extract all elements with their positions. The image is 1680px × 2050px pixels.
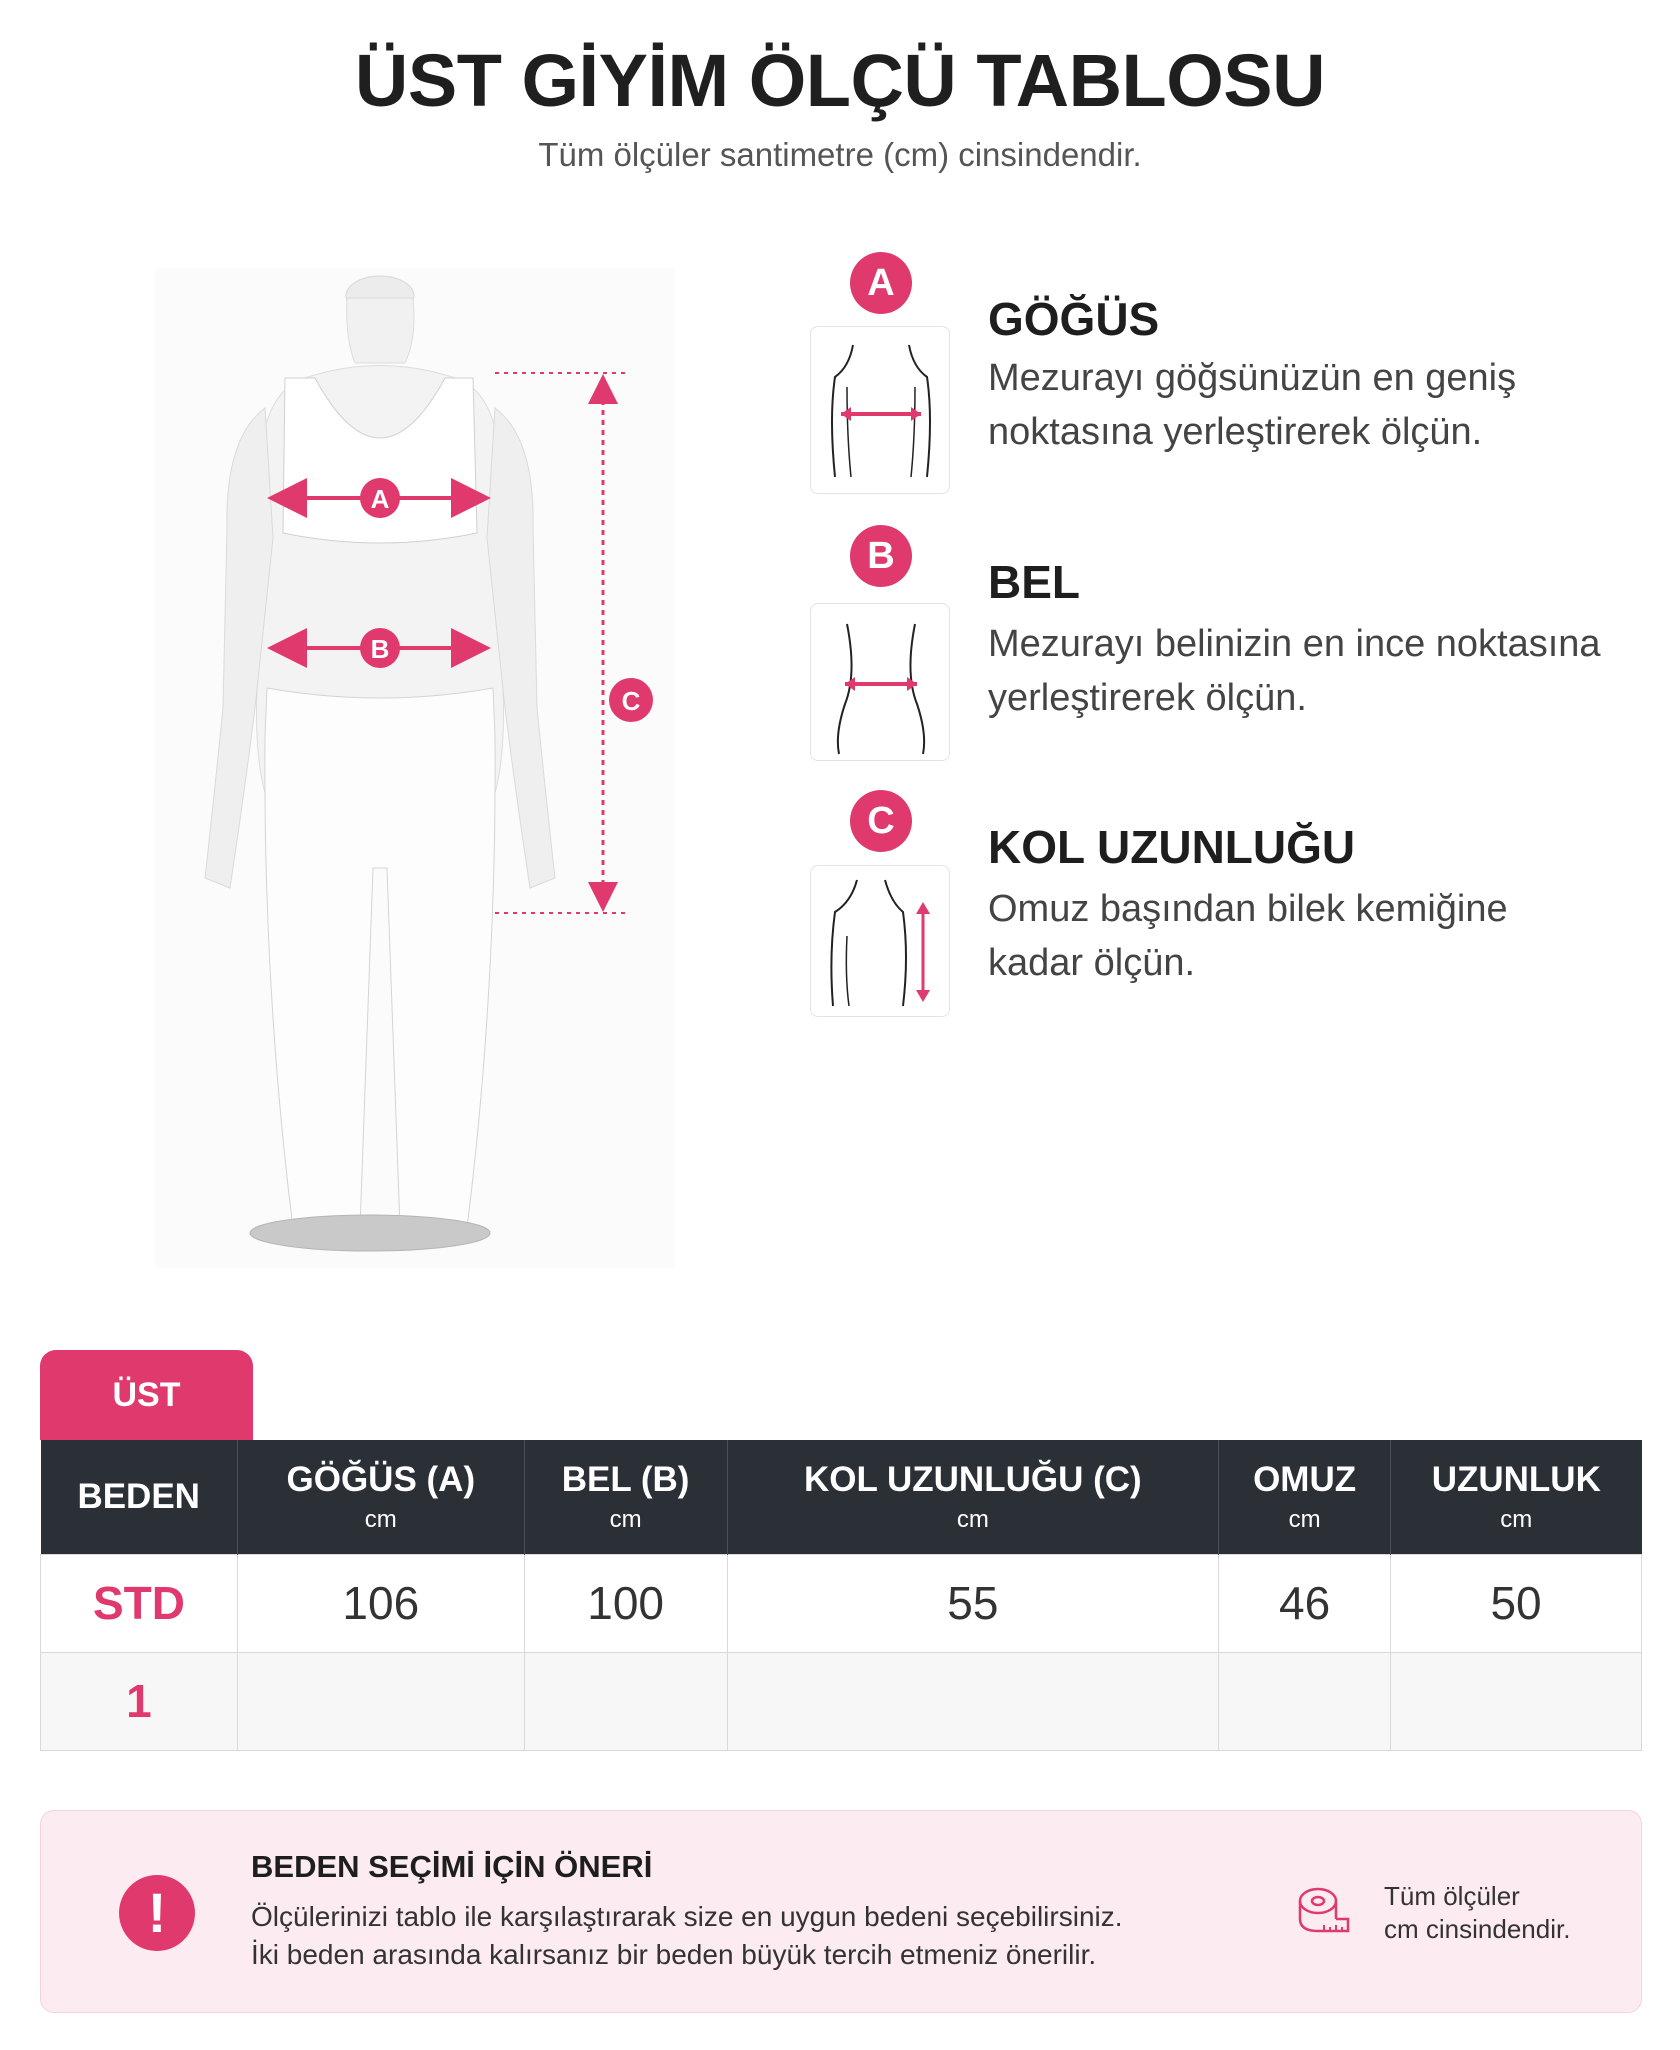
guide-desc-line2: noktasına yerleştirerek ölçün. <box>988 411 1483 453</box>
size-tip-box <box>40 1810 1642 2013</box>
guide-title: GÖĞÜS <box>988 293 1160 345</box>
table-row <box>41 1554 1642 1652</box>
guide-sleeve <box>810 790 1640 1030</box>
marker-b-label: B <box>370 634 390 664</box>
table-cell: 55 <box>727 1554 1219 1652</box>
guide-badge-c: C <box>850 790 912 852</box>
marker-a-label: A <box>370 484 390 514</box>
col-header-uzunluk: UZUNLUK cm <box>1391 1440 1642 1554</box>
page-title: ÜST GİYİM ÖLÇÜ TABLOSU <box>354 39 1326 122</box>
tip-line2: İki beden arasında kalırsanız bir beden büyük tercih etmeniz önerilir. <box>251 1939 1097 1970</box>
measuring-tape-icon <box>1296 1883 1352 1939</box>
size-cell: STD <box>41 1554 238 1652</box>
guide-desc-line2: kadar ölçün. <box>988 942 1196 984</box>
col-header-kol: KOL UZUNLUĞU (C) cm <box>727 1440 1219 1554</box>
mannequin-figure <box>155 268 675 1268</box>
guide-waist <box>810 525 1640 765</box>
guide-badge-b: B <box>850 525 912 587</box>
table-cell <box>237 1652 524 1750</box>
guide-desc-line2: yerleştirerek ölçün. <box>988 677 1307 719</box>
col-header-gogus: GÖĞÜS (A) cm <box>237 1440 524 1554</box>
guide-chest <box>810 252 1640 492</box>
tip-line1: Ölçülerinizi tablo ile karşılaştırarak size en uygun bedeni seçebilirsiniz. <box>251 1901 1123 1932</box>
table-cell: 50 <box>1391 1554 1642 1652</box>
col-header-beden: BEDEN <box>41 1440 238 1554</box>
tip-note-line2: cm cinsindendir. <box>1384 1914 1571 1944</box>
table-row <box>41 1652 1642 1750</box>
sleeve-diagram-icon <box>810 865 950 1017</box>
table-cell: 106 <box>237 1554 524 1652</box>
chest-diagram-icon <box>810 326 950 494</box>
table-cell <box>1391 1652 1642 1750</box>
guide-desc-line1: Mezurayı göğsünüzün en geniş <box>988 357 1517 399</box>
tip-note-line1: Tüm ölçüler <box>1384 1881 1520 1911</box>
waist-diagram-icon <box>810 603 950 761</box>
tab-ust[interactable]: ÜST <box>40 1350 253 1440</box>
table-cell <box>524 1652 727 1750</box>
table-header-row <box>41 1440 1642 1554</box>
table-cell <box>727 1652 1219 1750</box>
guide-desc-line1: Mezurayı belinizin en ince noktasına <box>988 623 1601 665</box>
page-subtitle: Tüm ölçüler santimetre (cm) cinsindendir. <box>538 136 1142 173</box>
size-table <box>40 1440 1642 1751</box>
guide-desc-line1: Omuz başından bilek kemiğine <box>988 888 1508 930</box>
table-cell: 46 <box>1219 1554 1391 1652</box>
col-header-bel: BEL (B) cm <box>524 1440 727 1554</box>
size-cell: 1 <box>41 1652 238 1750</box>
table-cell: 100 <box>524 1554 727 1652</box>
exclamation-icon: ! <box>119 1875 195 1951</box>
guide-badge-a: A <box>850 252 912 314</box>
guide-title: BEL <box>988 556 1080 608</box>
table-cell <box>1219 1652 1391 1750</box>
marker-c-label: C <box>621 686 641 716</box>
guide-title: KOL UZUNLUĞU <box>988 821 1356 873</box>
tip-title: BEDEN SEÇİMİ İÇİN ÖNERİ <box>251 1849 653 1884</box>
col-header-omuz: OMUZ cm <box>1219 1440 1391 1554</box>
mannequin-illustration <box>155 268 675 1268</box>
